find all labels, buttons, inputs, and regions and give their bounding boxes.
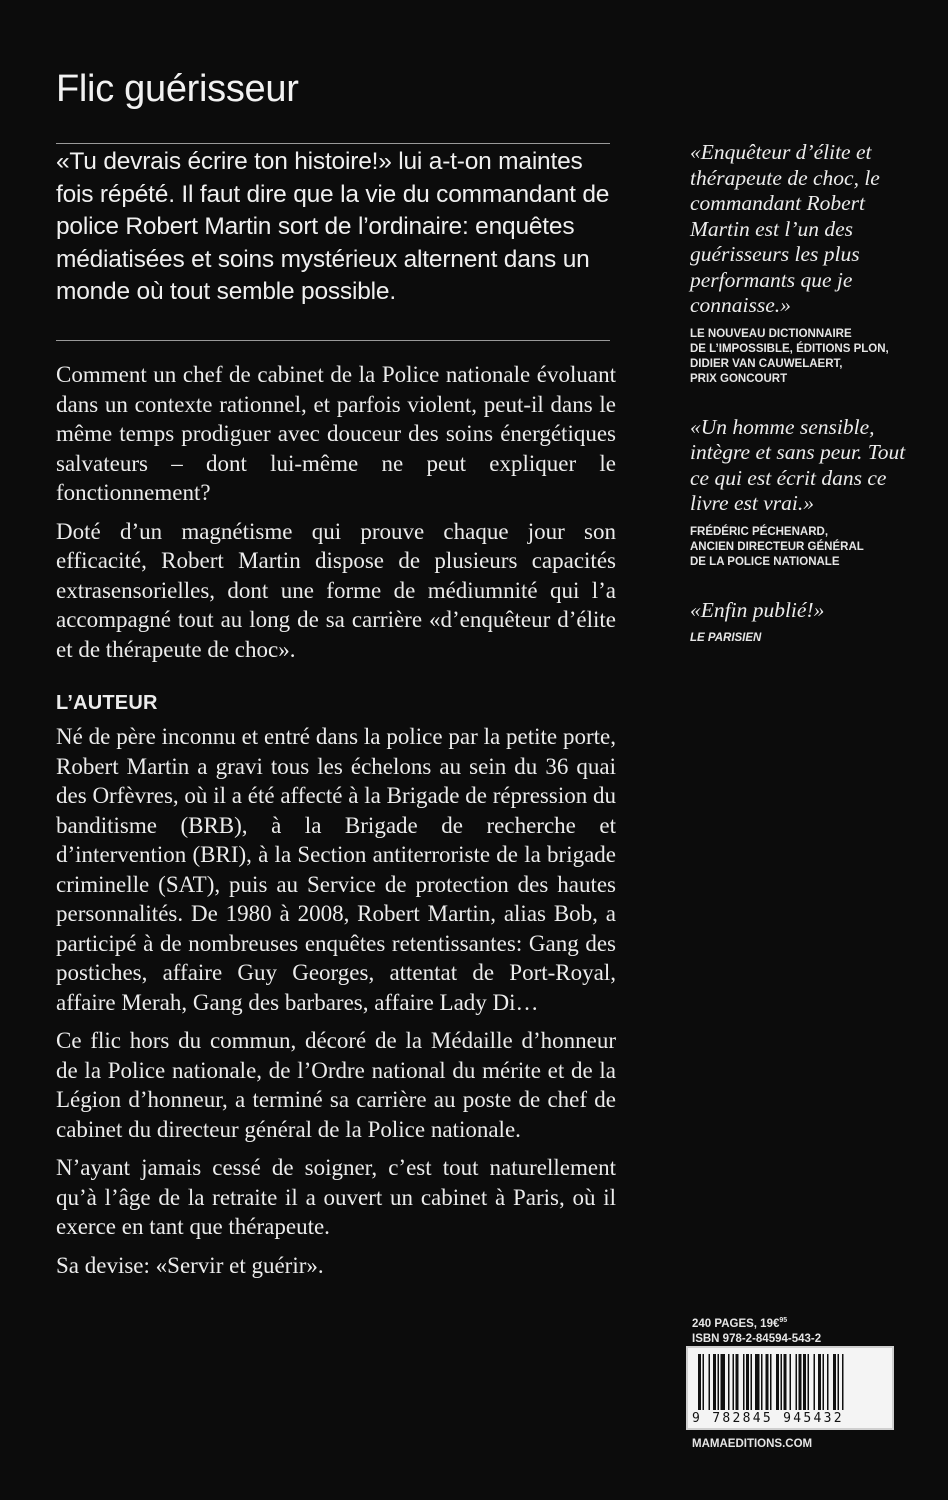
barcode-bar: [736, 1354, 739, 1410]
top-divider: [56, 143, 610, 144]
barcode-bar: [766, 1354, 769, 1410]
barcode-bars: [698, 1354, 886, 1410]
author-paragraph-2: Ce flic hors du commun, décoré de la Médaille d’honneur de la Police nationale, de l’Ordre national du mérite et de la Légion d’honneur, a terminé sa carrière au poste de chef de cabinet du directeur général de la Police nationale.: [56, 1028, 616, 1142]
barcode-bar: [743, 1354, 745, 1410]
barcode-bar: [721, 1354, 726, 1410]
quote-3-source-line: LE PARISIEN: [690, 632, 762, 644]
price-cents: 95: [779, 1317, 788, 1324]
quote-2-source: [690, 525, 922, 570]
quote-1-source-line: DE L’IMPOSSIBLE, ÉDITIONS PLON,: [690, 342, 889, 355]
isbn: ISBN 978-2-84594-543-2: [692, 1332, 822, 1345]
barcode-bar: [770, 1354, 772, 1410]
lead-paragraph: «Tu devrais écrire ton histoire!» lui a-t-on maintes fois répété. Il faut dire que la vie du commandant de police Robert Martin sort de l’ordinaire: enquêtes médiatisées et soins mystérieux alternent dans un monde où tout semble possible.: [56, 148, 610, 305]
quote-3-text: «Enfin publié!»: [690, 597, 825, 622]
barcode-bar: [751, 1354, 753, 1410]
barcode-bar: [823, 1354, 825, 1410]
barcode-bar: [842, 1354, 844, 1410]
quote-1-source-line: LE NOUVEAU DICTIONNAIRE: [690, 327, 852, 340]
description-body: [56, 360, 616, 1289]
barcode-bar: [790, 1354, 792, 1410]
barcode-bar: [755, 1354, 760, 1410]
book-title: Flic guérisseur: [56, 68, 299, 110]
quote-2-source-line: FRÉDÉRIC PÉCHENARD,: [690, 525, 829, 538]
author-paragraph-1: Né de père inconnu et entré dans la police par la petite porte, Robert Martin a gravi tous les échelons au sein du 36 quai des Orfèvres, où il a été affecté à la Brigade de répression du banditisme (BRB), à la Brigade de recherche et d’intervention (BRI), à la Section antiterroriste de la brigade criminelle (SAT), puis au Service de protection des hautes personnalités. De 1980 à 2008, Robert Martin, alias Bob, a participé à de nombreuses enquêtes retentissantes: Gang des postiches, affaire Guy Georges, attentat de Port-Royal, affaire Merah, Gang des barbares, affaire Lady Di…: [56, 724, 616, 1015]
barcode-bar: [746, 1354, 749, 1410]
quote-2-text: «Un homme sensible, intègre et sans peur. Tout ce qui est écrit dans ce livre est vrai.»: [690, 414, 906, 515]
quote-1-text: «Enquêteur d’élite et thérapeute de choc, le commandant Robert Martin est l’un des guérisseurs les plus performants que je connaisse.»: [690, 140, 880, 317]
description-paragraph-1: Comment un chef de cabinet de la Police nationale évoluant dans un contexte rationnel, et parfois violent, peut-il dans le même temps prodiguer avec douceur des soins énergétiques salvateurs – dont lui-même ne peut expliquer le fonctionnement?: [56, 362, 616, 505]
barcode-bar: [827, 1354, 829, 1410]
barcode-bar: [808, 1354, 810, 1410]
barcode-bar: [781, 1354, 783, 1410]
price-info: [692, 1313, 821, 1347]
author-paragraph-3: N’ayant jamais cessé de soigner, c’est tout naturellement qu’à l’âge de la retraite il a ouvert un cabinet à Paris, où il exerce en tant que thérapeute.: [56, 1155, 616, 1239]
barcode-bar: [728, 1354, 730, 1410]
barcode-bar: [833, 1354, 836, 1410]
quote-1-source: [690, 327, 922, 387]
barcode-bar: [776, 1354, 779, 1410]
barcode-bar: [698, 1354, 701, 1410]
barcode-bar: [703, 1354, 705, 1410]
barcode-bar: [761, 1354, 763, 1410]
barcode-bar: [796, 1354, 798, 1410]
quote-1-source-line: PRIX GONCOURT: [690, 372, 788, 385]
barcode-bar: [814, 1354, 816, 1410]
description-paragraph-2: Doté d’un magnétisme qui prouve chaque jour son efficacité, Robert Martin dispose de plusieurs capacités extrasensorielles, dont une forme de médiumnité qui l’a accompagné tout au long de sa carrière «d’enquêteur d’élite et de thérapeute de choc».: [56, 518, 616, 662]
barcode-bar: [713, 1354, 716, 1410]
bottom-divider: [56, 340, 610, 341]
barcode-bar: [709, 1354, 711, 1410]
press-quotes: [690, 140, 922, 674]
barcode: [686, 1346, 894, 1430]
quote-2-source-line: ANCIEN DIRECTEUR GÉNÉRAL: [690, 540, 864, 553]
page-count-price: 240 PAGES, 19€: [692, 1317, 780, 1330]
quote-3-source: [690, 631, 922, 646]
barcode-bar: [733, 1354, 735, 1410]
barcode-digits: 9 782845 945432: [692, 1411, 844, 1426]
barcode-bar: [799, 1354, 802, 1410]
author-heading: L’AUTEUR: [56, 692, 158, 714]
quote-2-source-line: DE LA POLICE NATIONALE: [690, 555, 840, 568]
barcode-bar: [818, 1354, 821, 1410]
publisher-website: MAMAEDITIONS.COM: [692, 1438, 813, 1450]
barcode-bar: [803, 1354, 806, 1410]
quote-1-source-line: DIDIER VAN CAUWELAERT,: [690, 357, 843, 370]
barcode-bar: [718, 1354, 720, 1410]
author-motto: Sa devise: «Servir et guérir».: [56, 1252, 324, 1278]
barcode-bar: [838, 1354, 840, 1410]
barcode-bar: [784, 1354, 787, 1410]
